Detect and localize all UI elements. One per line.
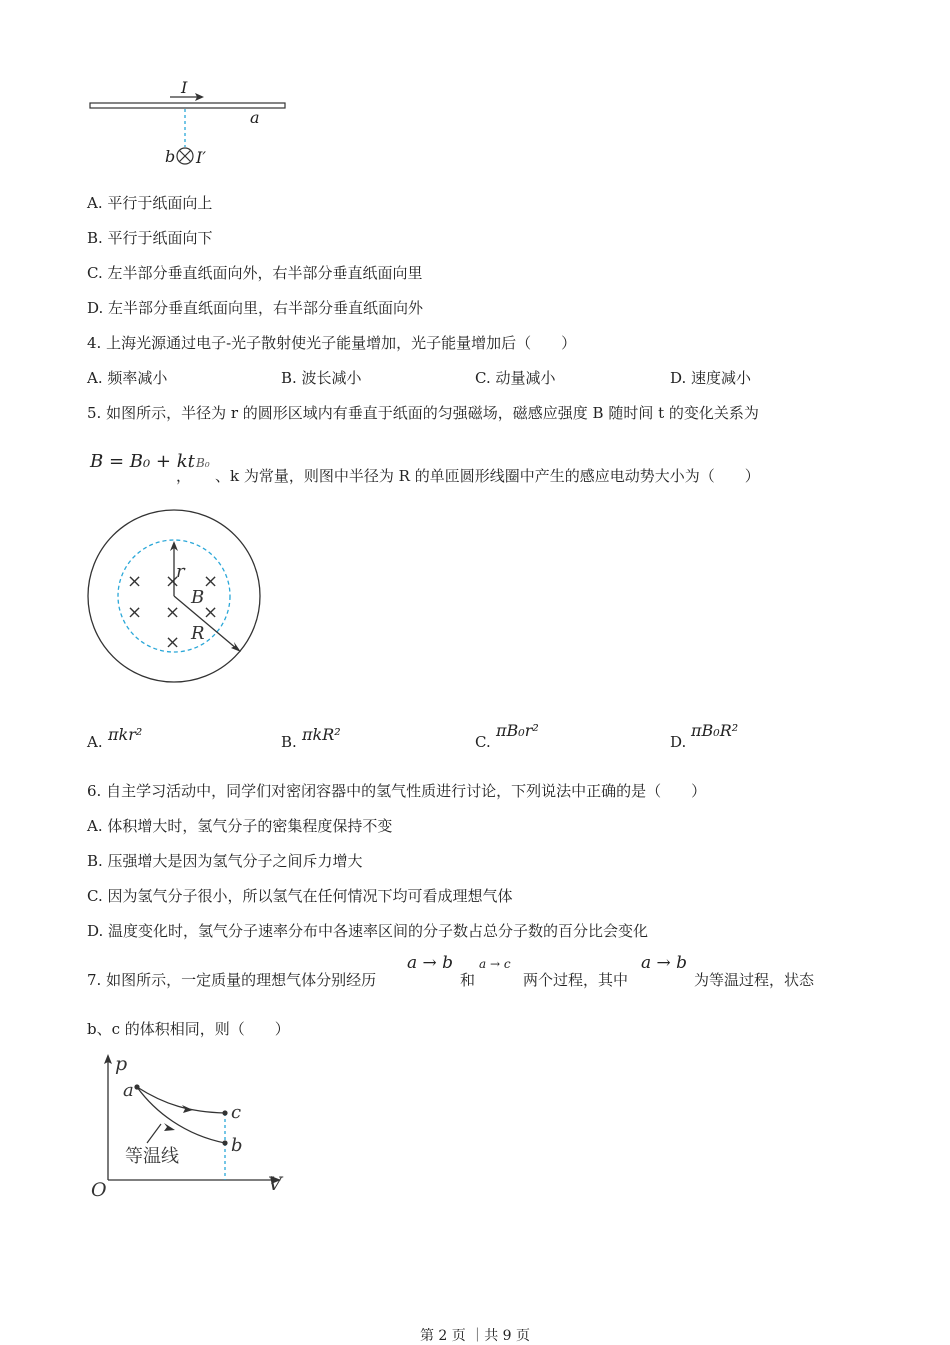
q4-option-b: B. 波长减小 — [281, 369, 362, 387]
q7-and: 和 — [460, 971, 476, 989]
point-b-label: b — [231, 1135, 243, 1156]
q5-option-a-letter: A. — [87, 733, 103, 751]
field-cross: × — [127, 571, 143, 592]
q3-option-b: B. 平行于纸面向下 — [87, 229, 213, 247]
isotherm-label: 等温线 — [125, 1146, 179, 1167]
magnetic-field-figure — [85, 505, 265, 685]
r-label: r — [176, 561, 185, 582]
b-label: B — [191, 587, 205, 608]
point-c-label: c — [231, 1102, 242, 1123]
q7-part2: 两个过程，其中 — [523, 971, 629, 989]
field-cross: × — [203, 571, 219, 592]
point-a-label: a — [123, 1080, 134, 1101]
q5-option-a-value: πkr² — [108, 725, 143, 744]
q5-stem-line1: 5. 如图所示，半径为 r 的圆形区域内有垂直于纸面的匀强磁场，磁感应强度 B 随时间 t 的变化关系为 — [87, 404, 759, 422]
q7-process-ab: a → b — [407, 953, 454, 973]
q5-stem-line2: 、k 为常量，则图中半径为 R 的单匝圆形线圈中产生的感应电动势大小为（ ） — [215, 467, 760, 485]
q5-option-c-value: πB₀r² — [496, 721, 539, 740]
q7-process-ac: a → c — [479, 957, 511, 971]
point-a — [134, 1084, 139, 1089]
q5-formula: B = B₀ + kt — [90, 451, 195, 472]
q6-stem: 6. 自主学习活动中，同学们对密闭容器中的氢气性质进行讨论，下列说法中正确的是（ ） — [87, 782, 707, 800]
q5-comma: ， — [176, 467, 192, 485]
q3-option-a: A. 平行于纸面向上 — [87, 194, 213, 212]
point-c — [222, 1110, 227, 1115]
q6-option-a: A. 体积增大时，氢气分子的密集程度保持不变 — [87, 817, 393, 835]
q7-part1: 7. 如图所示，一定质量的理想气体分别经历 — [87, 971, 377, 989]
current-label: I — [181, 78, 188, 97]
isotherm-pointer — [147, 1124, 161, 1143]
field-cross: × — [203, 602, 219, 623]
radius-big-r-arrowhead — [231, 642, 241, 652]
origin-label: O — [91, 1179, 107, 1201]
q6-option-d: D. 温度变化时，氢气分子速率分布中各速率区间的分子数占总分子数的百分比会变化 — [87, 922, 649, 940]
q7-part3: 为等温过程，状态 — [694, 971, 815, 989]
p-axis-label: p — [115, 1053, 128, 1075]
q5-option-b-value: πkR² — [302, 725, 341, 744]
page-footer: 第 2 页 ｜共 9 页 — [419, 1328, 531, 1344]
wire2-label: I′ — [196, 148, 206, 167]
q5-option-d-value: πB₀R² — [691, 721, 739, 740]
q4-option-d: D. 速度减小 — [670, 369, 752, 387]
point-a-label: a — [250, 108, 260, 127]
big-r-label: R — [191, 623, 205, 644]
point-b — [222, 1140, 227, 1145]
q5-option-c-letter: C. — [475, 733, 491, 751]
q4-option-a: A. 频率减小 — [87, 369, 168, 387]
field-cross: × — [165, 571, 181, 592]
q3-option-c: C. 左半部分垂直纸面向外，右半部分垂直纸面向里 — [87, 264, 423, 282]
v-axis-label: V — [268, 1173, 282, 1195]
field-cross: × — [165, 602, 181, 623]
field-cross: × — [165, 632, 181, 653]
isotherm-arrowhead — [164, 1123, 175, 1131]
q5-option-b-letter: B. — [281, 733, 297, 751]
field-cross: × — [127, 602, 143, 623]
q7-process-ab-2: a → b — [641, 953, 688, 973]
point-b-label: b — [165, 147, 176, 166]
wire-figure — [85, 75, 295, 175]
process-ac-curve — [137, 1087, 225, 1113]
q4-option-c: C. 动量减小 — [475, 369, 556, 387]
q5-option-d-letter: D. — [670, 733, 687, 751]
q6-option-c: C. 因为氢气分子很小，所以氢气在任何情况下均可看成理想气体 — [87, 887, 513, 905]
q7-line2: b、c 的体积相同，则（ ） — [87, 1020, 290, 1038]
q6-option-b: B. 压强增大是因为氢气分子之间斥力增大 — [87, 852, 363, 870]
q5-b0: B₀ — [196, 456, 210, 470]
q4-stem: 4. 上海光源通过电子-光子散射使光子能量增加，光子能量增加后（ ） — [87, 334, 577, 352]
pv-diagram — [85, 1050, 295, 1205]
q3-option-d: D. 左半部分垂直纸面向里，右半部分垂直纸面向外 — [87, 299, 424, 317]
